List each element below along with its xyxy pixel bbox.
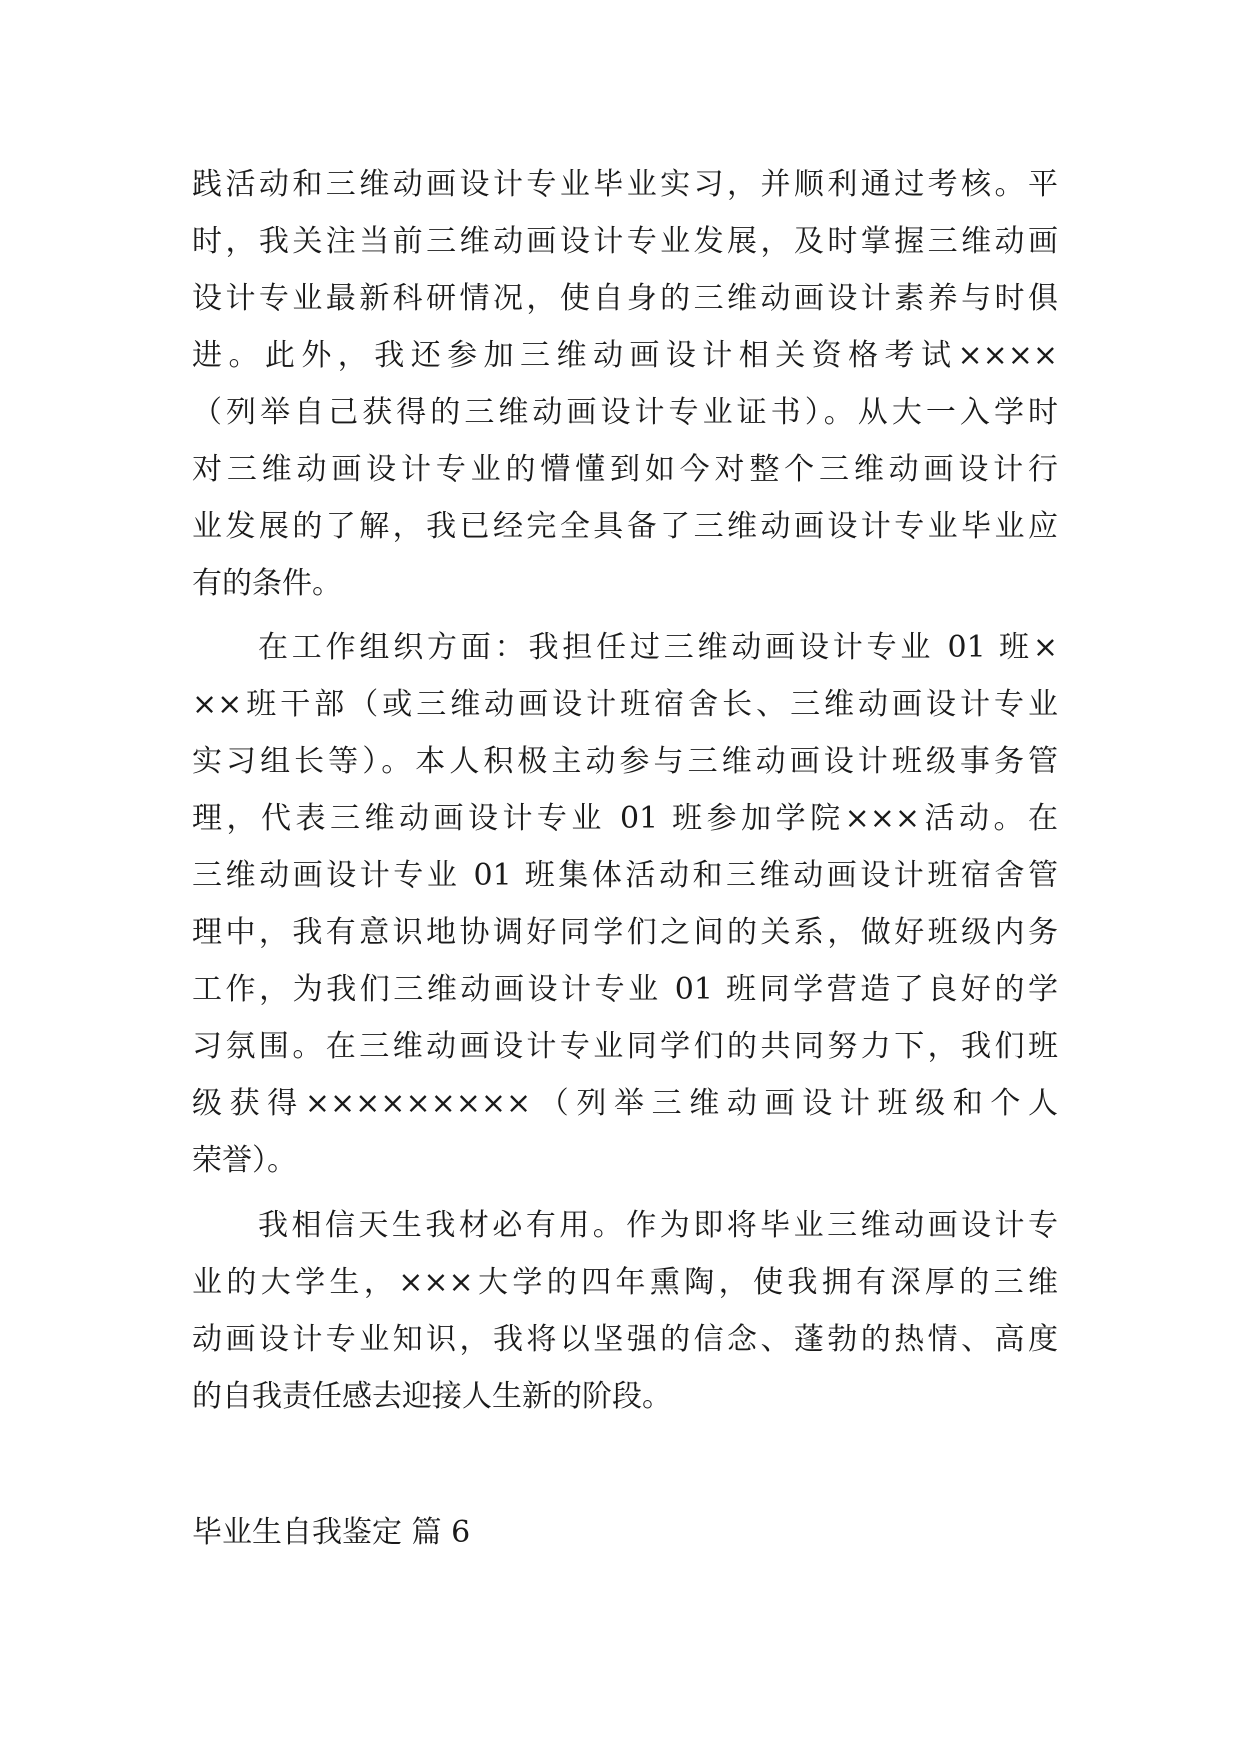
paragraph-1-line: 践活动和三维动画设计专业毕业实习，并顺利通过考核。平 bbox=[192, 167, 1058, 202]
paragraph-2-line: 习氛围。在三维动画设计专业同学们的共同努力下，我们班 bbox=[192, 1029, 1058, 1064]
paragraph-1-line: （列举自己获得的三维动画设计专业证书）。从大一入学时 bbox=[192, 395, 1058, 430]
paragraph-1-line: 对三维动画设计专业的懵懂到如今对整个三维动画设计行 bbox=[192, 452, 1058, 487]
paragraph-3-line: 的自我责任感去迎接人生新的阶段。 bbox=[192, 1379, 672, 1414]
paragraph-1-line: 设计专业最新科研情况，使自身的三维动画设计素养与时俱 bbox=[192, 281, 1058, 316]
section-heading: 毕业生自我鉴定 篇 6 bbox=[192, 1515, 471, 1550]
paragraph-2-line: 荣誉）。 bbox=[192, 1143, 297, 1178]
paragraph-1-line: 时，我关注当前三维动画设计专业发展，及时掌握三维动画 bbox=[192, 224, 1058, 259]
paragraph-3-line: 业的大学生，×××大学的四年熏陶，使我拥有深厚的三维 bbox=[192, 1265, 1058, 1300]
paragraph-2-line: 理中，我有意识地协调好同学们之间的关系，做好班级内务 bbox=[192, 915, 1058, 950]
paragraph-2-line: 在工作组织方面：我担任过三维动画设计专业 01 班× bbox=[258, 630, 1058, 665]
paragraph-3-line: 动画设计专业知识，我将以坚强的信念、蓬勃的热情、高度 bbox=[192, 1322, 1058, 1357]
paragraph-1-line: 有的条件。 bbox=[192, 566, 342, 601]
paragraph-1-line: 进。此外，我还参加三维动画设计相关资格考试×××× bbox=[192, 338, 1058, 373]
paragraph-1-line: 业发展的了解，我已经完全具备了三维动画设计专业毕业应 bbox=[192, 509, 1058, 544]
paragraph-2-line: 三维动画设计专业 01 班集体活动和三维动画设计班宿舍管 bbox=[192, 858, 1058, 893]
paragraph-2-line: 实习组长等）。本人积极主动参与三维动画设计班级事务管 bbox=[192, 744, 1058, 779]
paragraph-2-line: 工作，为我们三维动画设计专业 01 班同学营造了良好的学 bbox=[192, 972, 1058, 1007]
paragraph-2-line: 理，代表三维动画设计专业 01 班参加学院×××活动。在 bbox=[192, 801, 1058, 836]
paragraph-3-line: 我相信天生我材必有用。作为即将毕业三维动画设计专 bbox=[258, 1208, 1058, 1243]
paragraph-2-line: ××班干部（或三维动画设计班宿舍长、三维动画设计专业 bbox=[192, 687, 1058, 722]
paragraph-2-line: 级获得×××××××××（列举三维动画设计班级和个人 bbox=[192, 1086, 1058, 1121]
